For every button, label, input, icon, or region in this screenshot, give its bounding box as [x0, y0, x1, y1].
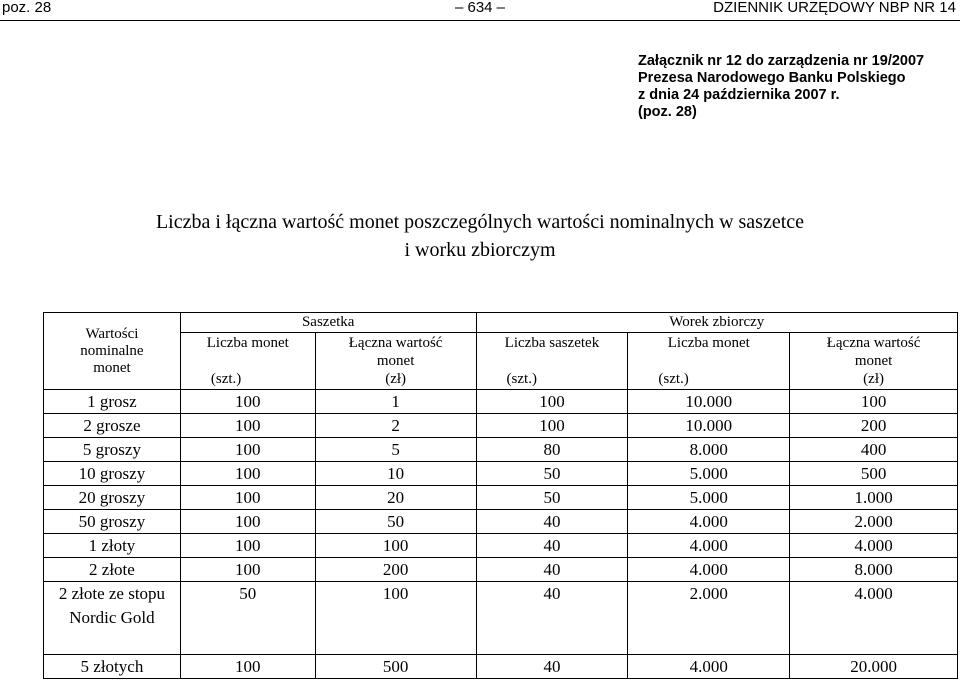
cell-total-value: 5	[315, 438, 476, 462]
table-row	[44, 438, 958, 462]
cell-sachet-count: 40	[476, 558, 628, 582]
cell-sachet-count: 100	[476, 414, 628, 438]
cell-total-value: 20	[315, 486, 476, 510]
header-col-unit: (zł)	[385, 371, 407, 387]
cell-bag-total-value: 20.000	[790, 655, 958, 679]
cell-bag-coin-count: 4.000	[628, 655, 790, 679]
coin-table	[43, 312, 958, 679]
cell-bag-total-value: 8.000	[790, 558, 958, 582]
cell-nominal: 10 groszy	[44, 462, 181, 486]
header-col-sachet-count	[476, 333, 628, 390]
header-group-saszetka: Saszetka	[180, 313, 476, 333]
header-col-bag-total-value	[790, 333, 958, 390]
header-nominal-line: nominalne	[80, 342, 144, 359]
cell-coin-count: 50	[180, 582, 315, 655]
cell-total-value: 1	[315, 390, 476, 414]
cell-total-value: 100	[315, 534, 476, 558]
cell-coin-count: 100	[180, 414, 315, 438]
table-row	[44, 462, 958, 486]
cell-coin-count: 100	[180, 510, 315, 534]
table-row	[44, 534, 958, 558]
cell-total-value: 10	[315, 462, 476, 486]
document-title	[0, 208, 960, 264]
header-col-coin-count	[180, 333, 315, 390]
header-nominal-line: Wartości	[85, 325, 139, 342]
cell-sachet-count: 40	[476, 510, 628, 534]
cell-bag-total-value: 4.000	[790, 534, 958, 558]
cell-nominal: 1 złoty	[44, 534, 181, 558]
header-col-label: Liczba saszetek	[504, 335, 600, 351]
cell-nominal: 20 groszy	[44, 486, 181, 510]
annex-note	[638, 53, 924, 121]
cell-nominal: 5 groszy	[44, 438, 181, 462]
cell-bag-coin-count: 10.000	[628, 414, 790, 438]
cell-bag-total-value: 400	[790, 438, 958, 462]
running-header-position: poz. 28	[2, 0, 52, 16]
running-header	[0, 0, 960, 18]
cell-sachet-count: 100	[476, 390, 628, 414]
cell-bag-coin-count: 5.000	[628, 462, 790, 486]
cell-total-value: 2	[315, 414, 476, 438]
annex-line: Prezesa Narodowego Banku Polskiego	[638, 70, 906, 86]
cell-sachet-count: 80	[476, 438, 628, 462]
annex-line: z dnia 24 października 2007 r.	[638, 87, 840, 103]
cell-bag-coin-count: 10.000	[628, 390, 790, 414]
annex-line: (poz. 28)	[638, 104, 697, 120]
header-col-total-value	[315, 333, 476, 390]
table-row	[44, 655, 958, 679]
cell-coin-count: 100	[180, 558, 315, 582]
table-row	[44, 390, 958, 414]
header-col-bag-coin-count	[628, 333, 790, 390]
cell-total-value: 200	[315, 558, 476, 582]
header-nominal-line: monet	[93, 359, 131, 376]
cell-nominal: 2 złote	[44, 558, 181, 582]
cell-sachet-count: 40	[476, 582, 628, 655]
header-nominal-value	[44, 313, 181, 390]
header-col-label: Łączna wartość monet	[348, 335, 443, 369]
cell-nominal: 50 groszy	[44, 510, 181, 534]
table-row	[44, 510, 958, 534]
cell-coin-count: 100	[180, 534, 315, 558]
header-col-label: Liczba monet	[206, 335, 289, 351]
cell-bag-coin-count: 8.000	[628, 438, 790, 462]
header-col-label: Łączna wartość monet	[826, 335, 921, 369]
cell-total-value: 500	[315, 655, 476, 679]
cell-bag-total-value: 200	[790, 414, 958, 438]
running-header-journal-title: DZIENNIK URZĘDOWY NBP NR 14	[713, 0, 956, 16]
annex-line: Załącznik nr 12 do zarządzenia nr 19/2007	[638, 53, 925, 69]
cell-nominal: 5 złotych	[44, 655, 181, 679]
cell-bag-coin-count: 4.000	[628, 558, 790, 582]
cell-sachet-count: 40	[476, 534, 628, 558]
title-line: i worku zbiorczym	[404, 239, 556, 261]
header-col-unit: (szt.)	[658, 371, 689, 387]
cell-coin-count: 100	[180, 655, 315, 679]
header-group-worek: Worek zbiorczy	[476, 313, 957, 333]
cell-bag-total-value: 1.000	[790, 486, 958, 510]
cell-sachet-count: 50	[476, 486, 628, 510]
cell-total-value: 100	[315, 582, 476, 655]
running-header-page-number: – 634 –	[454, 0, 506, 16]
cell-sachet-count: 40	[476, 655, 628, 679]
table-row	[44, 582, 958, 655]
cell-total-value: 50	[315, 510, 476, 534]
header-col-label: Liczba monet	[667, 335, 750, 351]
cell-nominal: 2 grosze	[44, 414, 181, 438]
cell-bag-total-value: 100	[790, 390, 958, 414]
cell-coin-count: 100	[180, 438, 315, 462]
cell-bag-total-value: 2.000	[790, 510, 958, 534]
header-col-unit: (szt.)	[506, 371, 537, 387]
cell-nominal: 1 grosz	[44, 390, 181, 414]
title-line: Liczba i łączna wartość monet poszczególnych wartości nominalnych w saszetce	[155, 211, 805, 233]
table-row	[44, 558, 958, 582]
cell-bag-total-value: 500	[790, 462, 958, 486]
cell-bag-total-value: 4.000	[790, 582, 958, 655]
table-row	[44, 486, 958, 510]
cell-bag-coin-count: 5.000	[628, 486, 790, 510]
header-col-unit: (szt.)	[210, 371, 242, 387]
cell-coin-count: 100	[180, 390, 315, 414]
cell-bag-coin-count: 4.000	[628, 534, 790, 558]
cell-bag-coin-count: 4.000	[628, 510, 790, 534]
cell-nominal: 2 złote ze stopu Nordic Gold	[44, 582, 181, 655]
cell-sachet-count: 50	[476, 462, 628, 486]
table-row	[44, 414, 958, 438]
cell-bag-coin-count: 2.000	[628, 582, 790, 655]
header-rule	[0, 20, 960, 21]
cell-coin-count: 100	[180, 462, 315, 486]
header-col-unit: (zł)	[863, 371, 884, 387]
cell-coin-count: 100	[180, 486, 315, 510]
